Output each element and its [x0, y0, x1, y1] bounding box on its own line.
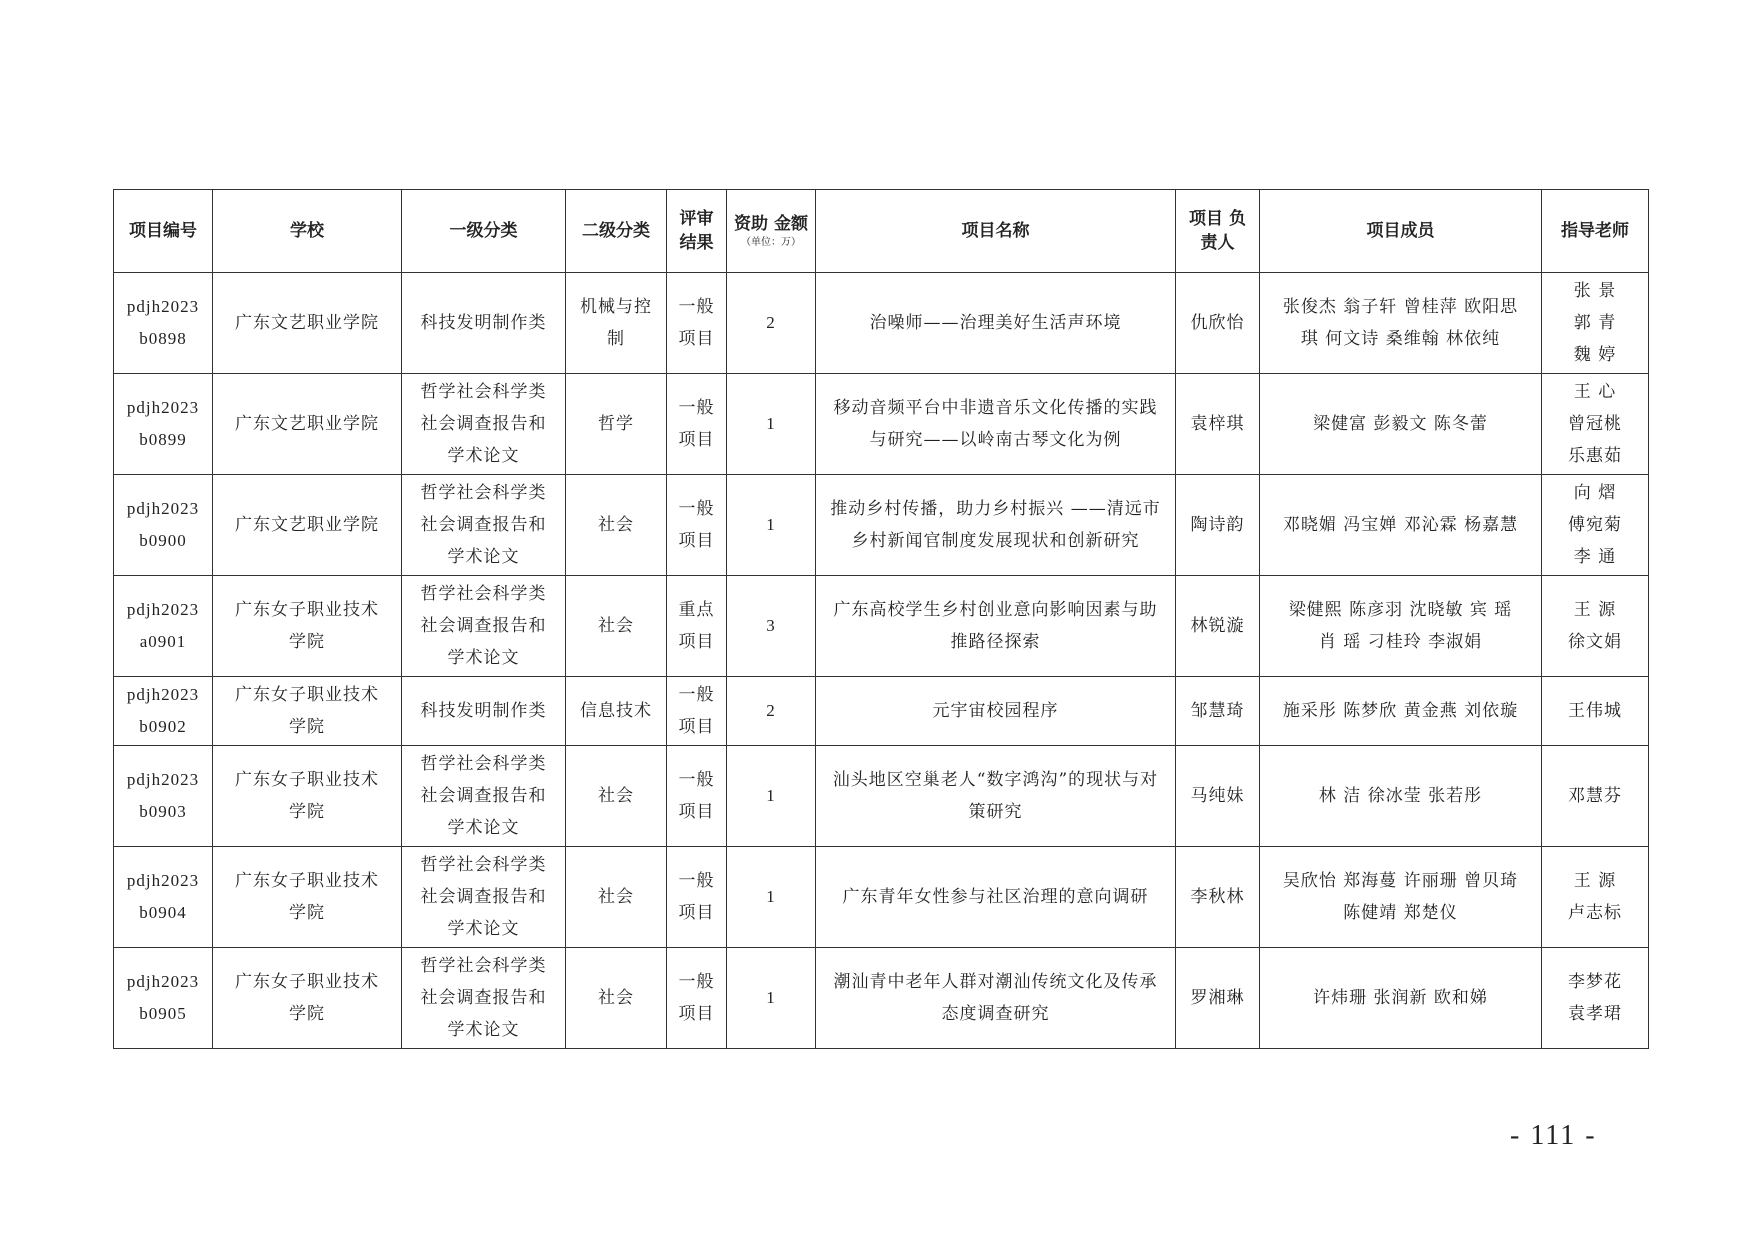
cell-name	[816, 475, 1176, 576]
cell-category2	[566, 273, 667, 374]
page-number: - 111 -	[1510, 1120, 1597, 1151]
advisors-line: 徐文娟	[1568, 632, 1622, 652]
category2-line: 机械与控	[580, 297, 652, 317]
header-members: 项目成员	[1260, 190, 1542, 273]
result-line: 一般	[678, 871, 715, 891]
code-line: pdjh2023	[126, 499, 200, 518]
members-line: 吴欣怡 郑海蔓 许丽珊 曾贝琦	[1282, 871, 1519, 891]
cell-category2	[566, 847, 667, 948]
table-row	[114, 948, 1649, 1049]
cell-advisors	[1542, 746, 1649, 847]
result-line: 项目	[678, 632, 715, 652]
amount-text: 1	[766, 414, 776, 433]
advisors-line: 郭 青	[1573, 313, 1617, 333]
advisors-line: 魏 婷	[1573, 345, 1617, 365]
cell-members	[1260, 374, 1542, 475]
cell-name	[816, 746, 1176, 847]
cell-leader	[1176, 847, 1260, 948]
cell-category2	[566, 374, 667, 475]
header-school: 学校	[213, 190, 402, 273]
school-line: 广东女子职业技术	[235, 685, 379, 705]
cell-name	[816, 677, 1176, 746]
cell-members	[1260, 576, 1542, 677]
amount-text: 2	[766, 701, 776, 720]
cell-result	[667, 948, 727, 1049]
cell-name	[816, 374, 1176, 475]
result-line: 一般	[678, 972, 715, 992]
cell-result	[667, 576, 727, 677]
code-line: b0903	[139, 802, 187, 821]
members-line: 肖 瑶 刁桂玲 李淑娟	[1318, 632, 1483, 652]
members-line: 梁健熙 陈彦羽 沈晓敏 宾 瑶	[1288, 600, 1513, 620]
members-line: 梁健富 彭毅文 陈冬蕾	[1313, 414, 1488, 434]
category1-line: 学术论文	[447, 648, 520, 668]
code-line: a0901	[139, 632, 187, 651]
code-line: b0904	[139, 903, 187, 922]
cell-school	[213, 374, 402, 475]
name-line: 广东青年女性参与社区治理的意向调研	[842, 887, 1149, 907]
table-row	[114, 847, 1649, 948]
code-line: pdjh2023	[126, 972, 200, 991]
cell-category1	[402, 746, 566, 847]
cell-code	[114, 475, 213, 576]
members-line: 邓晓媚 冯宝婵 邓沁霖 杨嘉慧	[1282, 515, 1519, 535]
cell-category2	[566, 475, 667, 576]
table-row	[114, 677, 1649, 746]
cell-category1	[402, 948, 566, 1049]
members-line: 施采彤 陈梦欣 黄金燕 刘依璇	[1282, 701, 1519, 721]
cell-name	[816, 576, 1176, 677]
cell-advisors	[1542, 475, 1649, 576]
category1-line: 社会调查报告和	[420, 988, 547, 1008]
cell-school	[213, 948, 402, 1049]
cell-leader	[1176, 576, 1260, 677]
code-line: pdjh2023	[126, 871, 200, 890]
advisors-line: 袁孝珺	[1568, 1004, 1622, 1024]
cell-advisors	[1542, 374, 1649, 475]
cell-members	[1260, 746, 1542, 847]
leader-text: 陶诗韵	[1190, 515, 1245, 535]
advisors-line: 乐惠茹	[1568, 446, 1622, 466]
header-leader: 项目 负责人	[1176, 190, 1260, 273]
cell-school	[213, 576, 402, 677]
name-line: 移动音频平台中非遗音乐文化传播的实践	[833, 398, 1158, 418]
table-row	[114, 576, 1649, 677]
cell-code	[114, 847, 213, 948]
category2-line: 哲学	[598, 414, 634, 434]
name-line: 态度调查研究	[941, 1004, 1050, 1024]
code-line: pdjh2023	[126, 398, 200, 417]
category1-line: 哲学社会科学类	[420, 382, 547, 402]
table-row	[114, 746, 1649, 847]
header-result: 评审 结果	[667, 190, 727, 273]
school-line: 广东女子职业技术	[235, 972, 379, 992]
school-line: 广东文艺职业学院	[235, 515, 379, 535]
members-line: 陈健靖 郑楚仪	[1343, 903, 1458, 923]
name-line: 推动乡村传播，助力乡村振兴 ——清远市	[830, 499, 1161, 519]
cell-category1	[402, 576, 566, 677]
cell-leader	[1176, 475, 1260, 576]
cell-leader	[1176, 677, 1260, 746]
cell-advisors	[1542, 948, 1649, 1049]
cell-result	[667, 374, 727, 475]
code-line: pdjh2023	[126, 600, 200, 619]
code-line: b0905	[139, 1004, 187, 1023]
cell-category1	[402, 475, 566, 576]
leader-text: 邹慧琦	[1190, 701, 1245, 721]
cell-code	[114, 374, 213, 475]
school-line: 学院	[289, 717, 325, 737]
leader-text: 马纯妹	[1190, 786, 1245, 806]
cell-name	[816, 948, 1176, 1049]
advisors-line: 李 通	[1573, 547, 1617, 567]
cell-amount	[727, 273, 816, 374]
cell-category1	[402, 374, 566, 475]
leader-text: 林锐漩	[1190, 616, 1245, 636]
header-name: 项目名称	[816, 190, 1176, 273]
cell-result	[667, 273, 727, 374]
category1-line: 学术论文	[447, 919, 520, 939]
cell-leader	[1176, 374, 1260, 475]
leader-text: 袁梓琪	[1190, 414, 1245, 434]
cell-advisors	[1542, 677, 1649, 746]
school-line: 学院	[289, 903, 325, 923]
name-line: 汕头地区空巢老人“数字鸿沟”的现状与对	[832, 770, 1159, 790]
cell-leader	[1176, 746, 1260, 847]
header-advisors: 指导老师	[1542, 190, 1649, 273]
advisors-line: 李梦花	[1568, 972, 1622, 992]
header-amount: 资助 金额 （单位：万）	[727, 190, 816, 273]
cell-result	[667, 475, 727, 576]
amount-text: 1	[766, 515, 776, 534]
category1-line: 社会调查报告和	[420, 515, 547, 535]
result-line: 一般	[678, 297, 715, 317]
cell-members	[1260, 475, 1542, 576]
members-line: 张俊杰 翁子轩 曾桂萍 欧阳思	[1282, 297, 1519, 317]
header-code: 项目编号	[114, 190, 213, 273]
name-line: 治噪师——治理美好生活声环境	[869, 313, 1122, 333]
cell-result	[667, 677, 727, 746]
table-row	[114, 475, 1649, 576]
category1-line: 科技发明制作类	[420, 313, 547, 333]
cell-school	[213, 677, 402, 746]
result-line: 一般	[678, 398, 715, 418]
cell-members	[1260, 948, 1542, 1049]
amount-unit-note: （单位：万）	[741, 237, 801, 248]
advisors-line: 王 源	[1573, 871, 1617, 891]
school-line: 广东文艺职业学院	[235, 313, 379, 333]
advisors-line: 曾冠桃	[1568, 414, 1622, 434]
cell-category2	[566, 746, 667, 847]
category1-line: 学术论文	[447, 547, 520, 567]
category1-line: 科技发明制作类	[420, 701, 547, 721]
cell-amount	[727, 746, 816, 847]
advisors-line: 张 景	[1573, 281, 1617, 301]
category1-line: 哲学社会科学类	[420, 956, 547, 976]
school-line: 广东文艺职业学院	[235, 414, 379, 434]
advisors-line: 邓慧芬	[1568, 786, 1622, 806]
cell-school	[213, 746, 402, 847]
school-line: 广东女子职业技术	[235, 871, 379, 891]
category2-line: 社会	[598, 988, 634, 1008]
name-line: 与研究——以岭南古琴文化为例	[869, 430, 1122, 450]
amount-text: 1	[766, 786, 776, 805]
category1-line: 学术论文	[447, 446, 520, 466]
cell-code	[114, 746, 213, 847]
leader-text: 仇欣怡	[1190, 313, 1245, 333]
cell-leader	[1176, 948, 1260, 1049]
category1-line: 学术论文	[447, 1020, 520, 1040]
cell-amount	[727, 677, 816, 746]
category2-line: 社会	[598, 786, 634, 806]
header-category1: 一级分类	[402, 190, 566, 273]
leader-text: 罗湘琳	[1190, 988, 1245, 1008]
name-line: 推路径探索	[950, 632, 1041, 652]
cell-name	[816, 273, 1176, 374]
code-line: b0899	[139, 430, 187, 449]
cell-amount	[727, 576, 816, 677]
school-line: 广东女子职业技术	[235, 770, 379, 790]
category1-line: 哲学社会科学类	[420, 855, 547, 875]
cell-code	[114, 576, 213, 677]
category1-line: 哲学社会科学类	[420, 754, 547, 774]
category2-line: 社会	[598, 887, 634, 907]
result-line: 一般	[678, 685, 715, 705]
cell-amount	[727, 847, 816, 948]
table-row	[114, 374, 1649, 475]
code-line: b0898	[139, 329, 187, 348]
category1-line: 哲学社会科学类	[420, 483, 547, 503]
cell-category2	[566, 948, 667, 1049]
category1-line: 社会调查报告和	[420, 887, 547, 907]
code-line: pdjh2023	[126, 685, 200, 704]
table-row	[114, 273, 1649, 374]
category1-line: 社会调查报告和	[420, 786, 547, 806]
table-body	[114, 273, 1649, 1049]
school-line: 学院	[289, 632, 325, 652]
result-line: 项目	[678, 802, 715, 822]
name-line: 潮汕青中老年人群对潮汕传统文化及传承	[833, 972, 1158, 992]
cell-advisors	[1542, 847, 1649, 948]
name-line: 乡村新闻官制度发展现状和创新研究	[851, 531, 1140, 551]
project-table	[113, 189, 1649, 1049]
result-line: 项目	[678, 717, 715, 737]
cell-result	[667, 847, 727, 948]
cell-code	[114, 677, 213, 746]
cell-members	[1260, 273, 1542, 374]
result-line: 项目	[678, 430, 715, 450]
name-line: 广东高校学生乡村创业意向影响因素与助	[833, 600, 1158, 620]
cell-advisors	[1542, 576, 1649, 677]
cell-members	[1260, 847, 1542, 948]
code-line: pdjh2023	[126, 770, 200, 789]
school-line: 学院	[289, 802, 325, 822]
cell-school	[213, 475, 402, 576]
name-line: 元宇宙校园程序	[932, 701, 1059, 721]
category1-line: 哲学社会科学类	[420, 584, 547, 604]
result-line: 重点	[678, 600, 715, 620]
category2-line: 社会	[598, 515, 634, 535]
cell-advisors	[1542, 273, 1649, 374]
category2-line: 社会	[598, 616, 634, 636]
cell-category1	[402, 847, 566, 948]
cell-leader	[1176, 273, 1260, 374]
cell-amount	[727, 475, 816, 576]
header-row	[114, 190, 1649, 273]
cell-category2	[566, 576, 667, 677]
advisors-line: 向 熠	[1573, 483, 1617, 503]
advisors-line: 王 心	[1573, 382, 1617, 402]
cell-members	[1260, 677, 1542, 746]
cell-school	[213, 273, 402, 374]
cell-code	[114, 948, 213, 1049]
amount-text: 3	[766, 616, 776, 635]
cell-name	[816, 847, 1176, 948]
cell-amount	[727, 948, 816, 1049]
cell-category2	[566, 677, 667, 746]
cell-amount	[727, 374, 816, 475]
members-line: 许炜珊 张润新 欧和娣	[1313, 988, 1488, 1008]
cell-category1	[402, 273, 566, 374]
members-line: 林 洁 徐冰莹 张若彤	[1318, 786, 1483, 806]
leader-text: 李秋林	[1190, 887, 1245, 907]
code-line: pdjh2023	[126, 297, 200, 316]
category2-line: 信息技术	[580, 701, 652, 721]
result-line: 项目	[678, 531, 715, 551]
amount-text: 1	[766, 887, 776, 906]
advisors-line: 傅宛菊	[1568, 515, 1622, 535]
advisors-line: 卢志标	[1568, 903, 1622, 923]
amount-text: 2	[766, 313, 776, 332]
result-line: 项目	[678, 903, 715, 923]
result-line: 项目	[678, 329, 715, 349]
category1-line: 学术论文	[447, 818, 520, 838]
name-line: 策研究	[968, 802, 1023, 822]
category1-line: 社会调查报告和	[420, 616, 547, 636]
amount-text: 1	[766, 988, 776, 1007]
result-line: 一般	[678, 499, 715, 519]
cell-category1	[402, 677, 566, 746]
header-category2: 二级分类	[566, 190, 667, 273]
code-line: b0900	[139, 531, 187, 550]
school-line: 学院	[289, 1004, 325, 1024]
members-line: 琪 何文诗 桑维翰 林依纯	[1300, 329, 1501, 349]
code-line: b0902	[139, 717, 187, 736]
result-line: 一般	[678, 770, 715, 790]
cell-school	[213, 847, 402, 948]
category2-line: 制	[607, 329, 625, 349]
cell-code	[114, 273, 213, 374]
advisors-line: 王 源	[1573, 600, 1617, 620]
category1-line: 社会调查报告和	[420, 414, 547, 434]
cell-result	[667, 746, 727, 847]
result-line: 项目	[678, 1004, 715, 1024]
school-line: 广东女子职业技术	[235, 600, 379, 620]
advisors-line: 王伟城	[1568, 701, 1622, 721]
